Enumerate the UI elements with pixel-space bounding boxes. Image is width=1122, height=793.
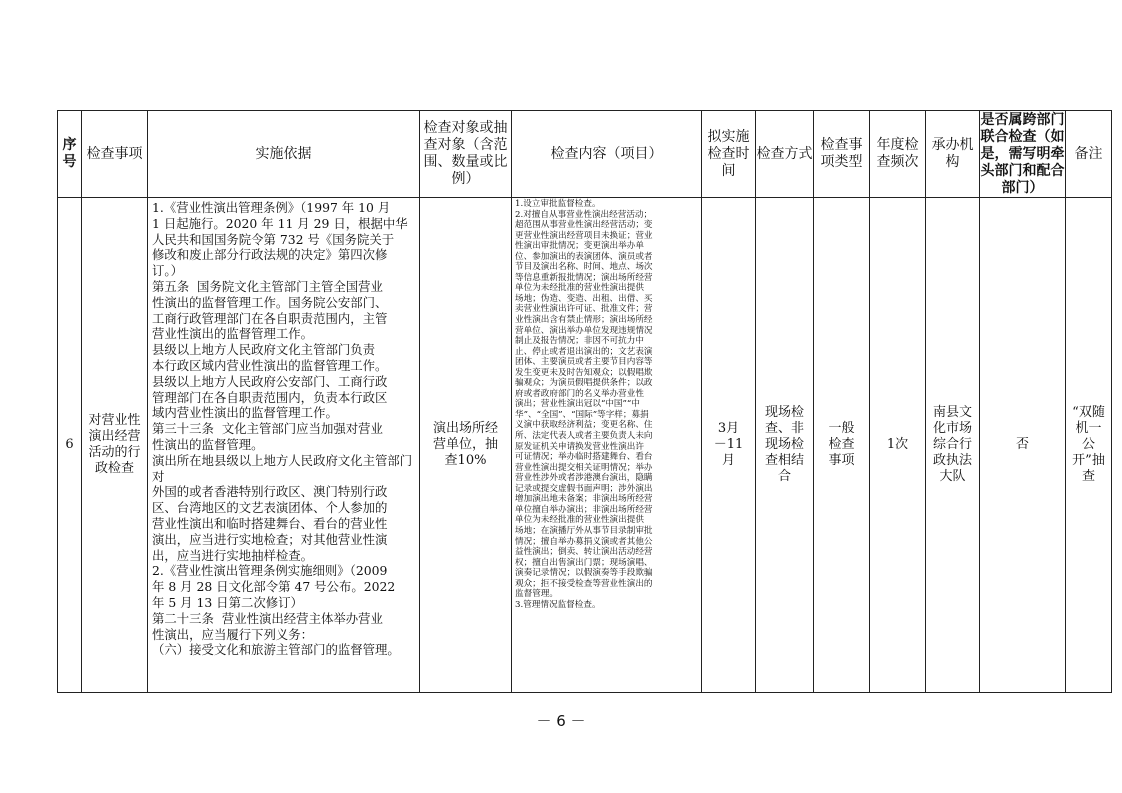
content-text-line: 卖营业性演出许可证、批准文件；营 (515, 304, 653, 315)
cell-basis (148, 198, 420, 693)
cell-joint: 否 (980, 198, 1066, 693)
content-text-line: 位、参加演出的表演团体、演员或者 (515, 251, 653, 262)
basis-text-line: 工商行政管理部门在各自职责范围内，主管 (152, 310, 388, 326)
content-text-line: 营单位、演出举办单位发现违规情况 (515, 325, 653, 336)
content-text-line: 骗观众；为演员假唱提供条件；以政 (515, 378, 653, 389)
basis-text-line: 演出所在地县级以上地方人民政府文化主管部门对 (152, 452, 413, 484)
content-text-line: 记录或提交虚假书面声明；涉外演出 (515, 483, 653, 494)
content-text-line: 止、停止或者退出演出的；文艺表演 (515, 346, 653, 357)
cell-seq: 6 (58, 198, 82, 693)
basis-text-line: 出，应当进行实地抽样检查。 (152, 547, 314, 563)
basis-text-line: 本行政区域内营业性演出的监督管理工作。 (152, 357, 388, 373)
inspection-table (57, 110, 1112, 693)
content-text-line: 单位擅自举办演出；非演出场所经营 (515, 504, 653, 515)
header-row (58, 111, 1112, 198)
basis-text-line: 人民共和国国务院令第 732 号《国务院关于 (152, 231, 395, 247)
header-time: 拟实施检查时间 (702, 111, 756, 198)
page-number: － 6 － (536, 712, 586, 730)
cell-time: 3月－11月 (702, 198, 756, 693)
content-text-line: 等信息重新报批情况；演出场所经营 (515, 272, 653, 283)
content-text-line: 华”、“全国”、“国际”等字样；募捐 (515, 409, 649, 420)
basis-text-line: 性演出，应当履行下列义务： (152, 626, 314, 642)
basis-text-line: 第二十三条 营业性演出经营主体举办营业 (152, 610, 383, 626)
header-basis: 实施依据 (148, 111, 420, 198)
table-row (58, 198, 1112, 693)
content-text-line: 营业性演出提交相关证明情况；举办 (515, 462, 653, 473)
content-text-line: 演奏记录情况；以假演奏等手段欺骗 (515, 568, 653, 579)
header-note: 备注 (1066, 111, 1112, 198)
basis-text-line: 年 5 月 13 日第二次修订） (152, 594, 303, 610)
content-text-line: 性演出审批情况；变更演出举办单 (515, 241, 644, 252)
basis-text-line: 营业性演出和临时搭建舞台、看台的营业性 (152, 515, 388, 531)
basis-text-line: 性演出的监督管理。 (152, 436, 264, 452)
content-text-line: 观众；拒不接受检查等营业性演出的 (515, 578, 653, 589)
basis-text-line: 县级以上地方人民政府文化主管部门负责 (152, 342, 376, 358)
cell-content (512, 198, 702, 693)
header-joint: 是否属跨部门联合检查（如是，需写明牵头部门和配合部门） (980, 111, 1065, 196)
content-text-line: 情况；擅自举办募捐义演或者其他公 (515, 536, 653, 547)
content-text-line: 制止及报告情况；非因不可抗力中 (515, 336, 644, 347)
header-type: 检查事项类型 (814, 111, 870, 198)
content-text-line: 演出；营业性演出冠以“中国”“中 (515, 399, 640, 410)
basis-text-line: 订。） (152, 263, 183, 279)
content-text-line: 单位为未经批准的营业性演出提供 (515, 283, 644, 294)
content-text-line: 1.设立审批监督检查。 (515, 199, 601, 209)
content-text-line: 权；擅自出售演出门票；现场演唱、 (515, 557, 653, 568)
basis-text-line: 外国的或者香港特别行政区、澳门特别行政 (152, 484, 388, 500)
basis-text-line: 域内营业性演出的监督管理工作。 (152, 405, 338, 421)
basis-text-line: 性演出的监督管理工作。国务院公安部门、 (152, 294, 388, 310)
cell-method: 现场检查、非现场检查相结合 (756, 198, 814, 693)
content-text-line: 单位为未经批准的营业性演出提供 (515, 515, 644, 526)
basis-text-line: 区、台湾地区的文艺表演团体、个人参加的 (152, 500, 388, 516)
content-text-line: 益性演出；倒卖、转让演出活动经营 (515, 547, 653, 558)
basis-text-line: 营业性演出的监督管理工作。 (152, 326, 314, 342)
basis-text-line: 修改和废止部分行政法规的决定》第四次修 (152, 247, 388, 263)
content-text-line: 可证情况；举办临时搭建舞台、看台 (515, 452, 653, 463)
basis-text-line: 第五条 国务院文化主管部门主管全国营业 (152, 278, 383, 294)
content-text-line: 团体、主要演员或者主要节目内容等 (515, 357, 653, 368)
header-freq: 年度检查频次 (870, 111, 926, 198)
basis-text-line: 演出，应当进行实地检查；对其他营业性演 (152, 531, 388, 547)
content-text-line: 超范围从事营业性演出经营活动；变 (515, 220, 653, 231)
header-content: 检查内容（项目） (512, 111, 702, 198)
header-item: 检查事项 (82, 111, 148, 198)
content-text-line: 节目及演出名称、时间、地点、场次 (515, 262, 653, 273)
content-text-line: 增加演出地未备案；非演出场所经营 (515, 494, 653, 505)
content-text-line: 更营业性演出经营项目未换证；营业 (515, 230, 653, 241)
content-text-line: 3.管理情况监督检查。 (515, 599, 601, 610)
content-text-line: 发生变更未及时告知观众；以假唱欺 (515, 367, 653, 378)
content-text-line: 原发证机关申请换发营业性演出许 (515, 441, 644, 452)
header-method: 检查方式 (756, 111, 814, 198)
cell-freq: 1次 (870, 198, 926, 693)
cell-org: 南县文化市场综合行政执法大队 (926, 198, 980, 693)
basis-text-line: 2.《营业性演出管理条例实施细则》（2009 (152, 563, 388, 579)
header-object: 检查对象或抽查对象（含范围、数量或比例） (420, 111, 512, 198)
basis-text-line: 县级以上地方人民政府公安部门、工商行政 (152, 373, 388, 389)
header-seq: 序号 (58, 111, 82, 198)
content-text-line: 2.对擅自从事营业性演出经营活动； (515, 209, 653, 220)
cell-type: 一般检查事项 (814, 198, 870, 693)
basis-text-line: 管理部门在各自职责范围内，负责本行政区 (152, 389, 388, 405)
basis-text-line: （六）接受文化和旅游主管部门的监督管理。 (152, 642, 400, 658)
header-org: 承办机构 (926, 111, 980, 198)
content-text-line: 业性演出含有禁止情形；演出场所经 (515, 315, 653, 326)
cell-object: 演出场所经营单位，抽查10% (420, 198, 512, 693)
content-text-line: 所、法定代表人或者主要负责人未向 (515, 431, 653, 442)
content-text-line: 场地；在演播厅外从事节目录制审批 (515, 525, 653, 536)
basis-text-line: 第三十三条 文化主管部门应当加强对营业 (152, 421, 383, 437)
cell-note: “双随机一公开”抽查 (1066, 198, 1112, 693)
content-text-line: 场地；伪造、变造、出租、出借、买 (515, 293, 653, 304)
basis-text-line: 年 8 月 28 日文化部令第 47 号公布。2022 (152, 579, 396, 595)
cell-item: 对营业性演出经营活动的行政检查 (82, 198, 148, 693)
basis-text-line: 1 日起施行。2020 年 11 月 29 日，根据中华 (152, 215, 408, 231)
content-text-line: 营业性涉外或者涉港澳台演出，隐瞒 (515, 473, 653, 484)
content-text-line: 义演中获取经济利益；变更名称、住 (515, 420, 653, 431)
content-text-line: 监督管理。 (515, 589, 558, 600)
basis-text-line: 1.《营业性演出管理条例》（1997 年 10 月 (152, 200, 391, 215)
content-text-line: 府或者政府部门的名义举办营业性 (515, 388, 644, 399)
